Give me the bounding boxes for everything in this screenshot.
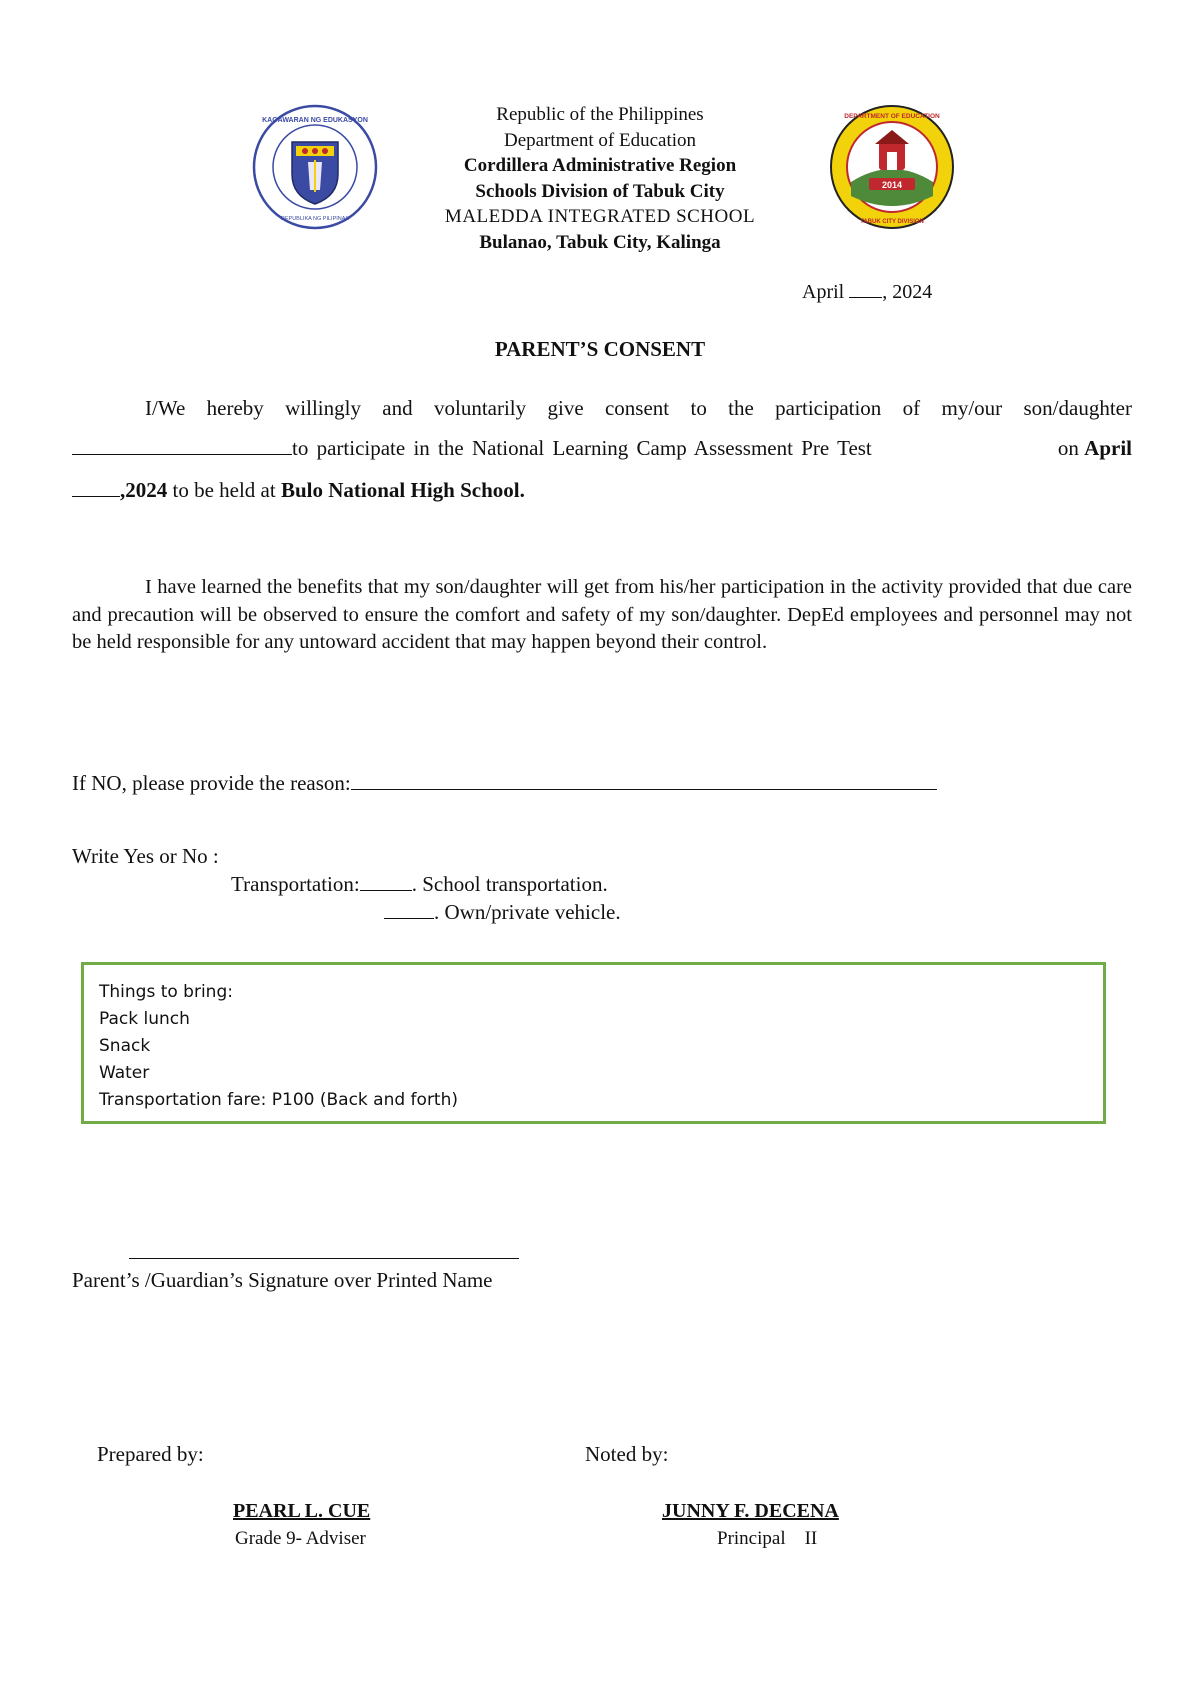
header-school-name: MALEDDA INTEGRATED SCHOOL: [444, 206, 756, 227]
header-address: Bulanao, Tabuk City, Kalinga: [479, 232, 721, 253]
consent-day-blank[interactable]: [72, 496, 120, 497]
preparer-position: Grade 9- Adviser: [235, 1528, 366, 1549]
things-item: Pack lunch: [99, 1009, 190, 1029]
header-division: Schools Division of Tabuk City: [475, 181, 725, 202]
noter-name: JUNNY F. DECENA: [662, 1500, 839, 1522]
preparer-name: PEARL L. CUE: [233, 1500, 371, 1522]
signature-line[interactable]: [129, 1258, 519, 1259]
date-year: , 2024: [882, 281, 933, 303]
consent-line-2-text: [292, 436, 1132, 461]
consent-part-2: to participate in the National Learning Camp Assessment Pre Test: [292, 436, 872, 460]
page-title: PARENT’S CONSENT: [494, 337, 706, 361]
header-line-2: Department of Education: [503, 130, 697, 151]
right-seal-year: 2014: [881, 180, 903, 190]
consent-line-2: [72, 436, 1132, 461]
left-seal-text-top: KAGAWARAN NG EDUKASYON: [262, 117, 368, 124]
header-region: Cordillera Administrative Region: [463, 155, 737, 176]
consent-month: April: [1084, 436, 1132, 460]
consent-on: on: [1057, 436, 1079, 460]
reason-row: [72, 771, 937, 796]
date-day-blank[interactable]: [849, 297, 882, 298]
school-transport-blank[interactable]: [360, 890, 412, 891]
left-seal-text-bottom: REPUBLIKA NG PILIPINAS: [280, 216, 350, 222]
right-seal-text-top: DEPARTMENT OF EDUCATION: [844, 113, 940, 120]
things-to-bring-box: [81, 962, 1106, 1124]
things-item: Snack: [99, 1036, 151, 1056]
transport-prompt: Write Yes or No :: [72, 844, 219, 868]
reason-label: If NO, please provide the reason:: [72, 771, 351, 795]
noted-by-label: Noted by:: [585, 1442, 669, 1466]
noter-position: Principal II: [717, 1528, 818, 1549]
benefits-paragraph: I have learned the benefits that my son/daughter will get from his/her participation in the activity provided that due care and precaution will be observed to ensure the comfort and safety of my son/daughter. DepEd employees and personnel may not be held responsible for any untoward accident that may happen beyond their control.: [72, 576, 1132, 653]
transport-row-1: [231, 872, 608, 897]
date-month: April: [802, 281, 845, 303]
signature-label: Parent’s /Guardian’s Signature over Printed Name: [72, 1268, 493, 1292]
prepared-by-label: Prepared by:: [97, 1442, 204, 1466]
child-name-blank[interactable]: [72, 453, 292, 455]
transport-option-private: . Own/private vehicle.: [434, 900, 621, 924]
transport-row-2: [384, 900, 621, 925]
date-line: [802, 281, 932, 304]
header-line-1: Republic of the Philippines: [496, 104, 704, 125]
right-seal-text-bottom: TABUK CITY DIVISION: [860, 219, 924, 225]
consent-on-date: [1058, 436, 1132, 461]
consent-venue: Bulo National High School.: [280, 478, 525, 502]
reason-input-line[interactable]: [351, 789, 937, 790]
things-item: Transportation fare: P100 (Back and forth): [99, 1090, 459, 1110]
transport-option-school: . School transportation.: [411, 872, 608, 896]
transport-label: Transportation:: [231, 872, 360, 896]
consent-line-1: I/We hereby willingly and voluntarily give consent to the participation of my/our son/daughter: [145, 396, 1132, 420]
things-item: Water: [99, 1063, 150, 1083]
things-heading: Things to bring:: [99, 982, 233, 1002]
consent-line-3: [72, 478, 525, 503]
private-vehicle-blank[interactable]: [384, 918, 434, 919]
consent-year: ,2024: [120, 478, 168, 502]
consent-held-at: to be held at: [167, 478, 281, 502]
